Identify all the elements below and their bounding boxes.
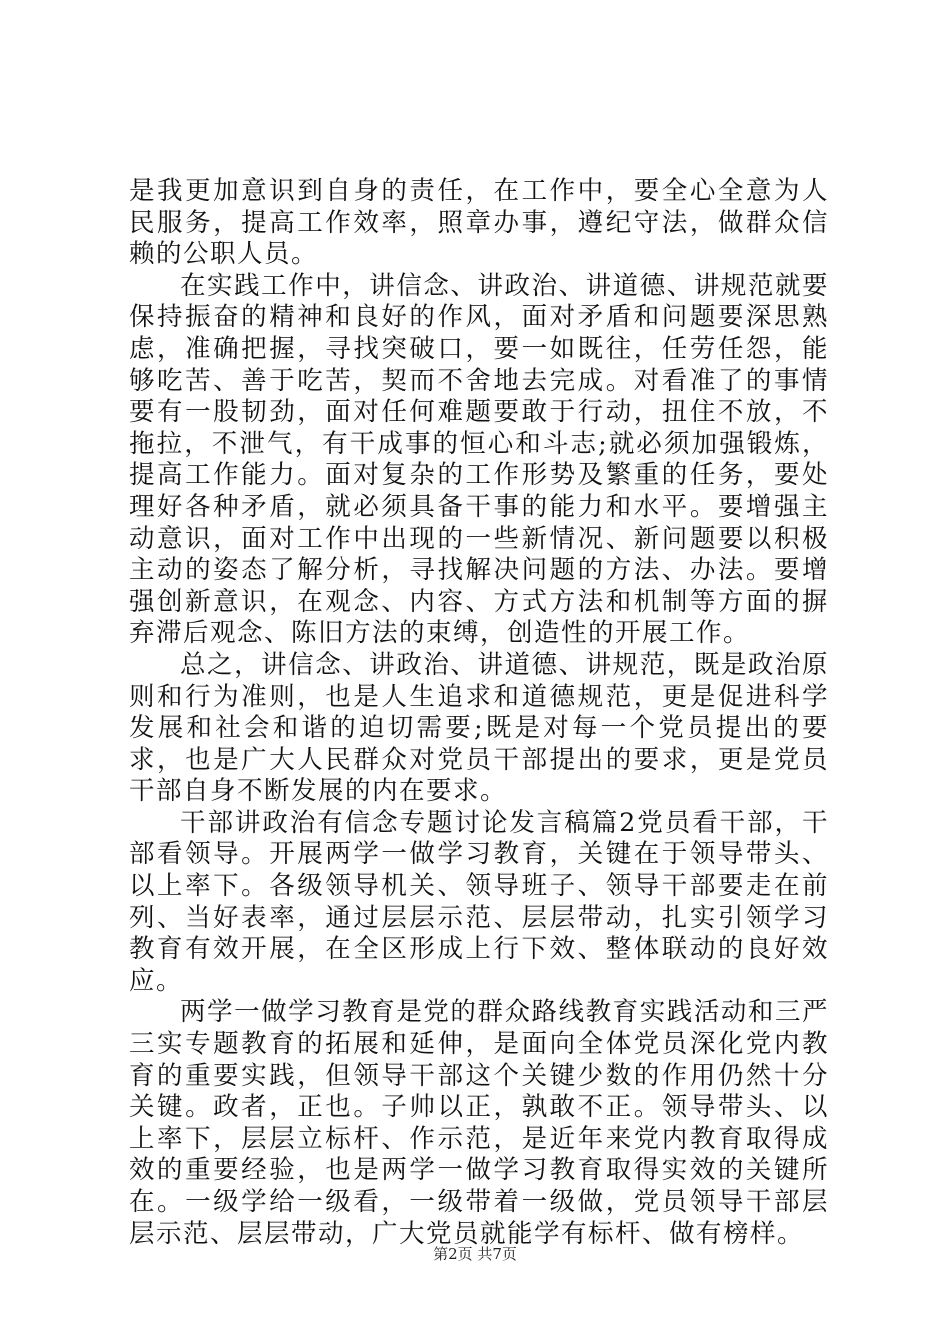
page-footer xyxy=(0,1244,950,1264)
paragraph-5: 两学一做学习教育是党的群众路线教育实践活动和三严三实专题教育的拓展和延伸，是面向全体党员深化党内教育的重要实践，但领导干部这个关键少数的作用仍然十分关键。政者，正也。子帅以正，孰敢不正。领导带头、以上率下，层层立标杆、作示范，是近年来党内教育取得成效的重要经验，也是两学一做学习教育取得实效的关键所在。一级学给一级看，一级带着一级做，党员领导干部层层示范、层层带动，广大党员就能学有标杆、做有榜样。 xyxy=(129,997,829,1249)
paragraph-3: 总之，讲信念、讲政治、讲道德、讲规范，既是政治原则和行为准则，也是人生追求和道德规范，更是促进科学发展和社会和谐的迫切需要;既是对每一个党员提出的要求，也是广大人民群众对党员干部提出的要求，更是党员干部自身不断发展的内在要求。 xyxy=(129,649,829,807)
paragraph-4: 干部讲政治有信念专题讨论发言稿篇2党员看干部，干部看领导。开展两学一做学习教育，关键在于领导带头、以上率下。各级领导机关、领导班子、领导干部要走在前列、当好表率，通过层层示范、层层带动，扎实引领学习教育有效开展，在全区形成上行下效、整体联动的良好效应。 xyxy=(129,807,829,996)
paragraph-1: 是我更加意识到自身的责任，在工作中，要全心全意为人民服务，提高工作效率，照章办事，遵纪守法，做群众信赖的公职人员。 xyxy=(129,176,829,270)
page-number-label: 第2页 共7页 xyxy=(433,1245,517,1263)
document-body xyxy=(129,176,829,1250)
paragraph-2: 在实践工作中，讲信念、讲政治、讲道德、讲规范就要保持振奋的精神和良好的作风，面对矛盾和问题要深思熟虑，准确把握，寻找突破口，要一如既往，任劳任怨，能够吃苦、善于吃苦，契而不舍地去完成。对看准了的事情要有一股韧劲，面对任何难题要敢于行动，扭住不放，不拖拉，不泄气，有干成事的恒心和斗志;就必须加强锻炼，提高工作能力。面对复杂的工作形势及繁重的任务，要处理好各种矛盾，就必须具备干事的能力和水平。要增强主动意识，面对工作中出现的一些新情况、新问题要以积极主动的姿态了解分析，寻找解决问题的方法、办法。要增强创新意识，在观念、内容、方式方法和机制等方面的摒弃滞后观念、陈旧方法的束缚，创造性的开展工作。 xyxy=(129,270,829,649)
